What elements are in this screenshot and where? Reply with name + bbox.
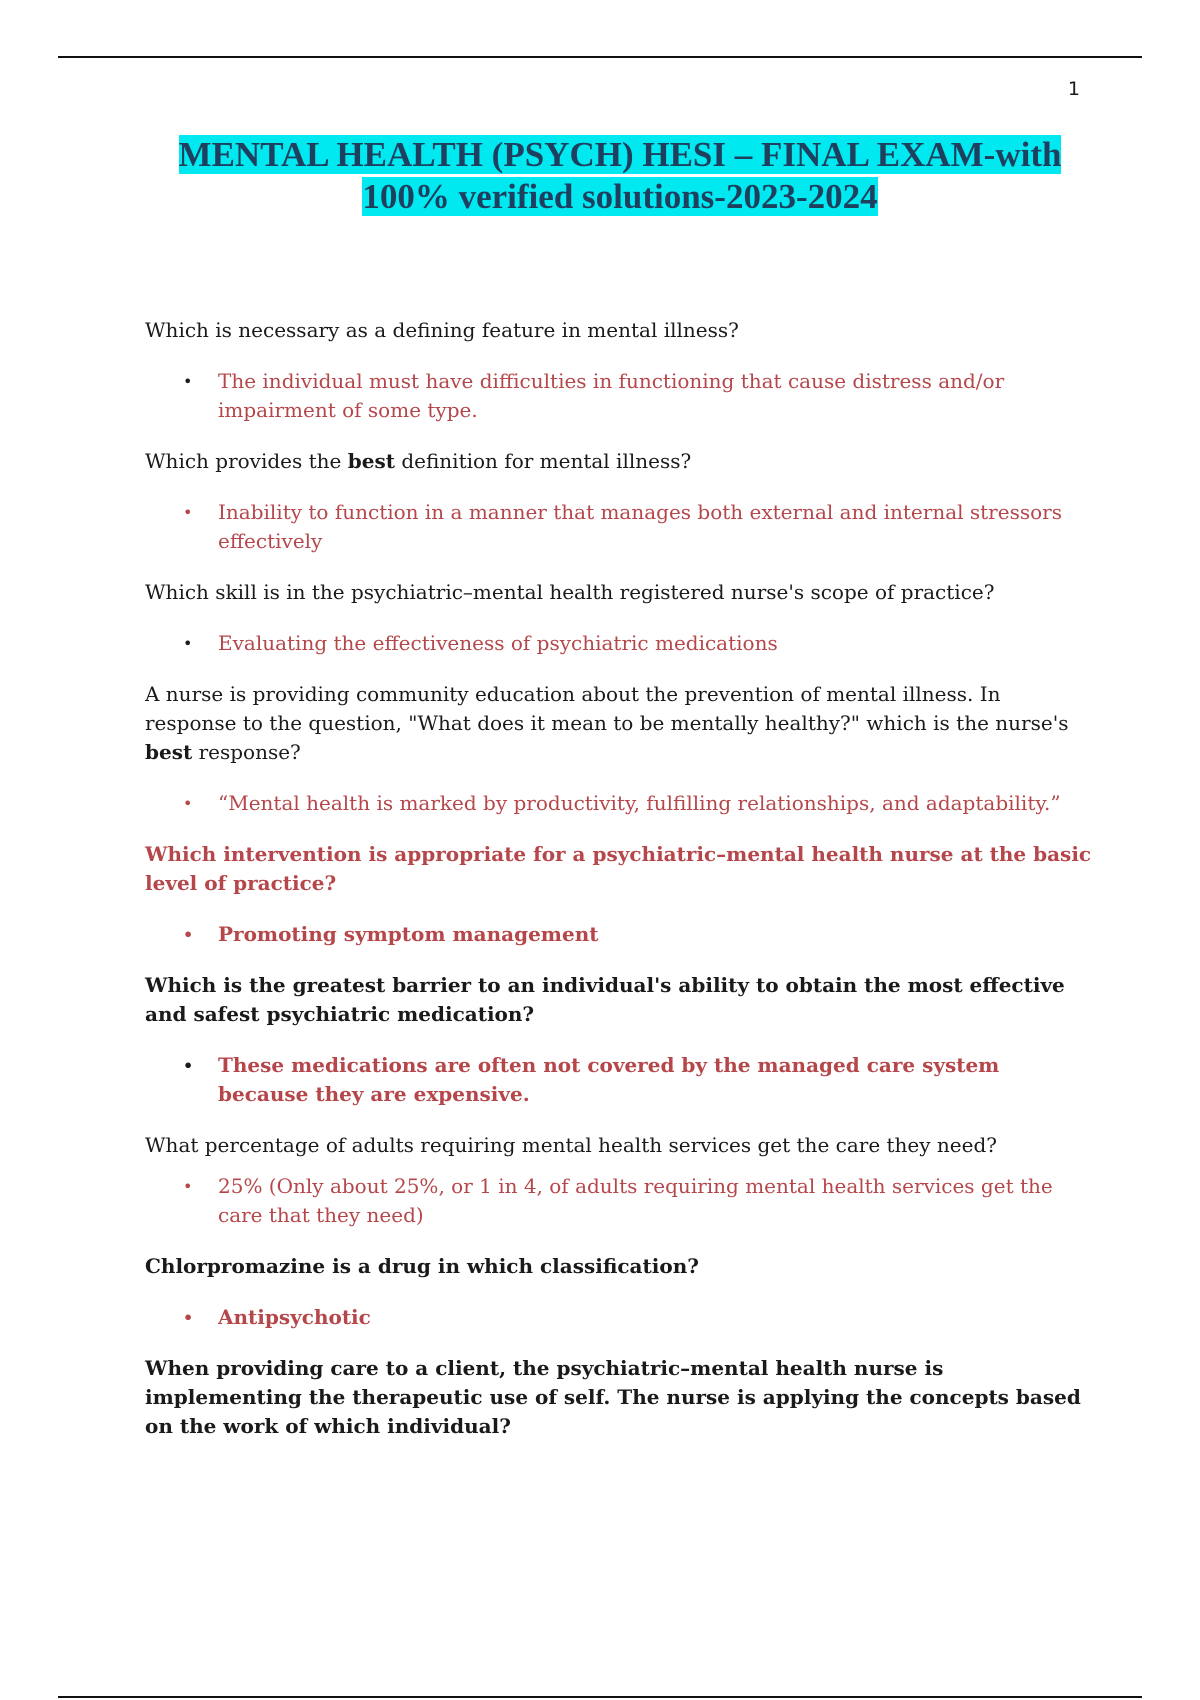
bullet-icon: •	[183, 372, 193, 391]
bullet-icon: •	[183, 634, 193, 653]
emphasis-best: best	[145, 740, 193, 764]
question-text: definition for mental illness?	[394, 449, 692, 473]
emphasis-best: best	[347, 449, 395, 473]
answer-text: Antipsychotic	[218, 1305, 371, 1329]
question-7: What percentage of adults requiring mental health services get the care they need?	[145, 1133, 998, 1157]
footer-rule	[58, 1696, 1142, 1698]
answer-text: These medications are often not covered by the managed care system because they are expensive.	[218, 1053, 1000, 1106]
title-line-2: 100% verified solutions-2023-2024	[362, 177, 878, 216]
page-number: 1	[1067, 78, 1080, 100]
question-3: Which skill is in the psychiatric–mental health registered nurse's scope of practice?	[145, 580, 995, 604]
answer-2	[145, 498, 1095, 556]
question-text: response?	[192, 740, 301, 764]
answer-6	[145, 1051, 1095, 1109]
question-6: Which is the greatest barrier to an individual's ability to obtain the most effective and safest psychiatric medication?	[145, 973, 1065, 1026]
answer-text: Inability to function in a manner that manages both external and internal stressors effectively	[218, 500, 1062, 553]
answer-7	[145, 1172, 1095, 1230]
bullet-icon: •	[183, 1056, 194, 1075]
answer-3	[145, 629, 1095, 658]
answer-text: The individual must have difficulties in functioning that cause distress and/or impairment of some type.	[218, 369, 1005, 422]
bullet-icon: •	[183, 503, 193, 522]
qa-content	[145, 316, 1095, 1463]
bullet-icon: •	[183, 794, 193, 813]
bullet-icon: •	[183, 925, 194, 944]
document-title	[140, 134, 1100, 218]
bullet-icon: •	[183, 1308, 194, 1327]
question-text: A nurse is providing community education about the prevention of mental illness. In response to the question, "What does it mean to be mentally healthy?" which is the nurse's	[145, 682, 1069, 735]
answer-5	[145, 920, 1095, 949]
answer-text: “Mental health is marked by productivity, fulfilling relationships, and adaptability.”	[218, 791, 1061, 815]
question-2	[145, 447, 1095, 476]
question-9: When providing care to a client, the psychiatric–mental health nurse is implementing the therapeutic use of self. The nurse is applying the concepts based on the work of which individual?	[145, 1356, 1081, 1438]
answer-1	[145, 367, 1095, 425]
answer-text: Promoting symptom management	[218, 922, 599, 946]
question-5: Which intervention is appropriate for a psychiatric–mental health nurse at the basic level of practice?	[145, 842, 1092, 895]
question-8: Chlorpromazine is a drug in which classification?	[145, 1254, 699, 1278]
question-1: Which is necessary as a defining feature in mental illness?	[145, 318, 739, 342]
question-text: Which provides the	[145, 449, 348, 473]
question-4	[145, 680, 1095, 767]
header-rule	[58, 56, 1142, 58]
answer-8	[145, 1303, 1095, 1332]
answer-text: Evaluating the effectiveness of psychiatric medications	[218, 631, 778, 655]
answer-4	[145, 789, 1095, 818]
answer-text: 25% (Only about 25%, or 1 in 4, of adults requiring mental health services get the care that they need)	[218, 1174, 1053, 1227]
title-line-1: MENTAL HEALTH (PSYCH) HESI – FINAL EXAM-with	[178, 135, 1062, 174]
bullet-icon: •	[183, 1177, 193, 1196]
